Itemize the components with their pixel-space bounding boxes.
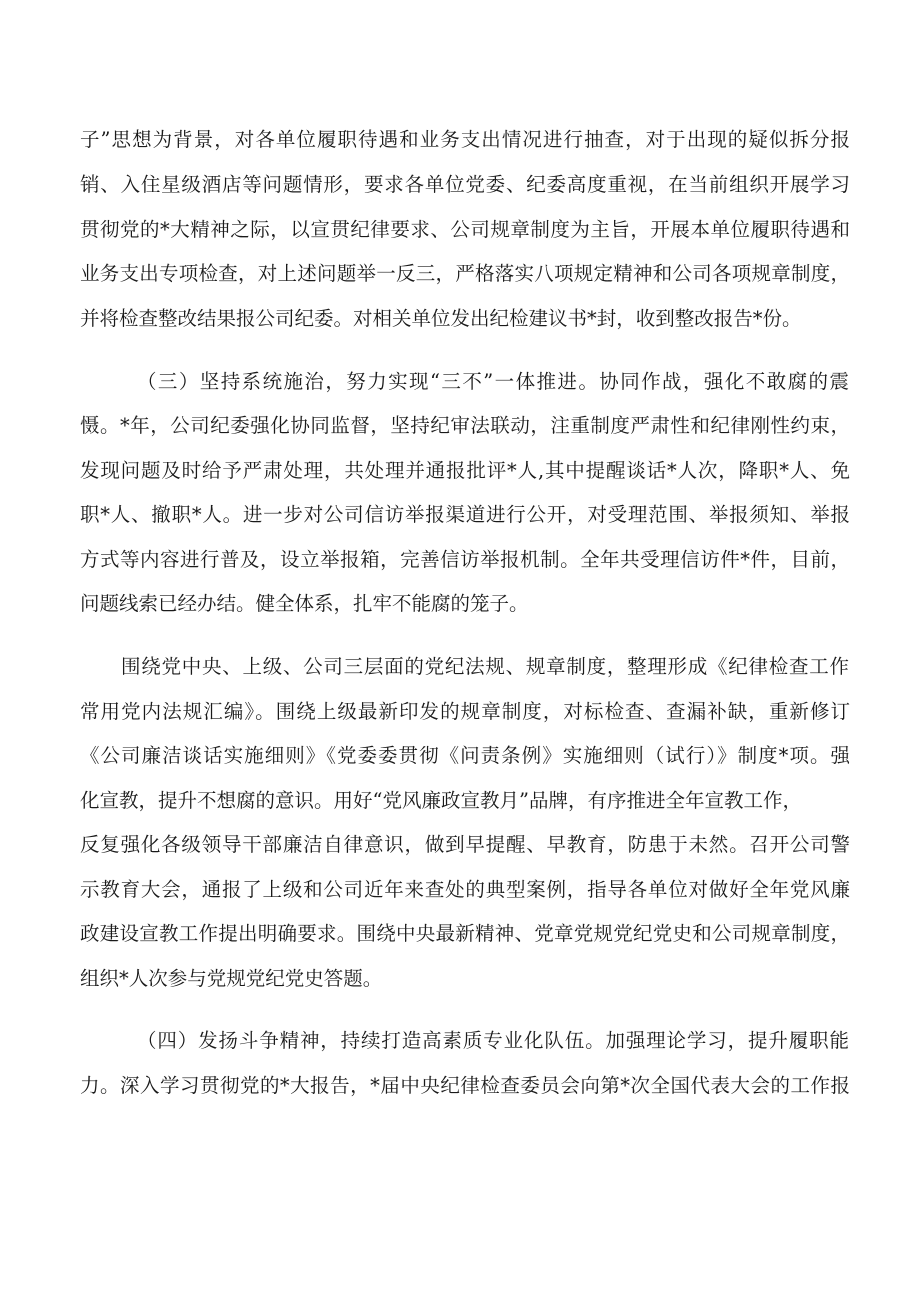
paragraph-2-line-1: （三）坚持系统施治，努力实现“三不”一体推进。协同作战，强化不敢腐的震 [137,370,849,393]
paragraph-2-line-3: 发现问题及时给予严肃处理，共处理并通报批评*人,其中提醒谈话*人次，降职*人、免 [80,459,850,482]
paragraph-2-line-6: 问题线索已经办结。健全体系，扎牢不能腐的笼子。 [80,592,529,615]
paragraph-3-line-4: 化宣教，提升不想腐的意识。用好“党风廉政宣教月”品牌，有序推进全年宣教工作， [80,789,802,812]
paragraph-1-line-3: 贯彻党的*大精神之际，以宣贯纪律要求、公司规章制度为主旨，开展本单位履职待遇和 [80,218,850,241]
paragraph-3-line-7: 政建设宣教工作提出明确要求。围绕中央最新精神、党章党规党纪党史和公司规章制度， [80,922,850,945]
paragraph-2-line-2: 慑。*年，公司纪委强化协同监督，坚持纪审法联动，注重制度严肃性和纪律刚性约束， [80,414,850,437]
paragraph-3-line-5: 反复强化各级领导干部廉洁自律意识，做到早提醒、早教育，防患于未然。召开公司警 [80,833,850,856]
paragraph-2-line-5: 方式等内容进行普及，设立举报箱，完善信访举报机制。全年共受理信访件*件，目前， [80,548,850,571]
paragraph-3-line-6: 示教育大会，通报了上级和公司近年来查处的典型案例，指导各单位对做好全年党风廉 [80,878,850,901]
paragraph-1-line-1: 子”思想为背景，对各单位履职待遇和业务支出情况进行抽查，对于出现的疑似拆分报 [80,128,850,151]
paragraph-4-line-1: （四）发扬斗争精神，持续打造高素质专业化队伍。加强理论学习，提升履职能 [137,1029,849,1052]
paragraph-1-line-5: 并将检查整改结果报公司纪委。对相关单位发出纪检建议书*封，收到整改报告*份。 [80,307,802,330]
paragraph-3-line-1: 围绕党中央、上级、公司三层面的党纪法规、规章制度，整理形成《纪律检查工作 [121,655,849,678]
paragraph-1-line-4: 业务支出专项检查，对上述问题举一反三，严格落实八项规定精神和公司各项规章制度， [80,262,850,285]
paragraph-3-line-8: 组织*人次参与党规党纪党史答题。 [80,967,383,990]
paragraph-1-line-2: 销、入住星级酒店等问题情形，要求各单位党委、纪委高度重视，在当前组织开展学习 [80,173,850,196]
paragraph-3-line-2: 常用党内法规汇编》。围绕上级最新印发的规章制度，对标检查、查漏补缺，重新修订 [80,700,850,723]
paragraph-3-line-3: 《公司廉洁谈话实施细则》《党委委贯彻《问责条例》实施细则（试行）》制度*项。强 [80,744,850,767]
paragraph-4-line-2: 力。深入学习贯彻党的*大报告，*届中央纪律检查委员会向第*次全国代表大会的工作报 [80,1074,850,1097]
paragraph-2-line-4: 职*人、撤职*人。进一步对公司信访举报渠道进行公开，对受理范围、举报须知、举报 [80,503,850,526]
